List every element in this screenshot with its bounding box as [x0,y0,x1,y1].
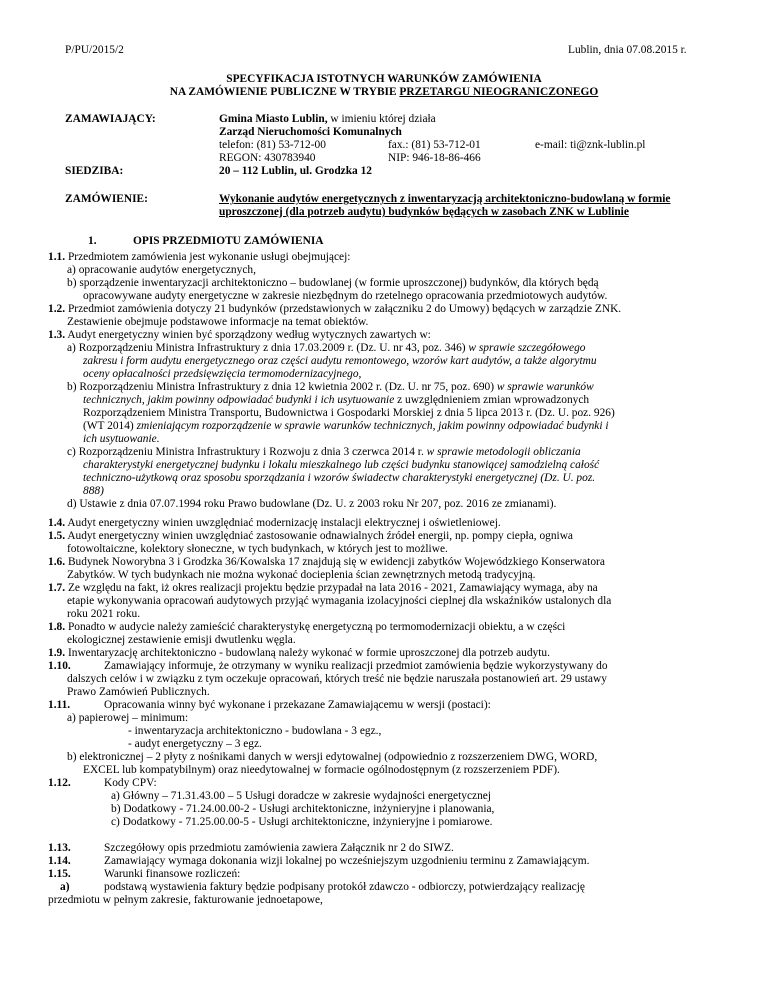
paragraph-cont: Zestawienie obejmuje podstawowe informacje na temat obiektów. [67,316,369,328]
paragraph-1-1: 1.1. Przedmiotem zamówienia jest wykonanie usługi obejmującej: [48,251,351,263]
paragraph-1-11: Opracowania winny być wykonane i przekazane Zamawiającemu w wersji (postaci): [104,699,491,711]
list-item-cont: technicznych, jakim powinny odpowiadać budynki i ich usytuowanie z uwzględnieniem zmian wprowadzonych [83,394,590,406]
list-item-cont: zakresu i form audytu energetycznego oraz części audytu remontowego, wzorów kart audytów, a także algorytmu [83,355,597,367]
paragraph-1-4: 1.4. Audyt energetyczny winien uwzględniać modernizację instalacji elektrycznej i oświetleniowej. [48,517,501,529]
list-item: podstawą wystawienia faktury będzie podpisany protokół zdawczo - odbiorczy, potwierdzający realizację [104,881,585,893]
order-label: ZAMÓWIENIE: [65,193,148,205]
list-item-cont: przedmiotu w pełnym zakresie, fakturowanie jednoetapowe, [48,894,323,906]
cpv-item: c) Dodatkowy - 71.25.00.00-5 - Usługi architektoniczne, inżynieryjne i pomiarowe. [111,816,493,828]
list-item: a) Rozporządzeniu Ministra Infrastruktury z dnia 17.03.2009 r. (Dz. U. nr 43, poz. 346) w sprawie szczegółowego [67,342,586,354]
email: e-mail: ti@znk-lublin.pl [535,139,646,151]
list-item-cont: opracowywane audyty energetyczne w zakresie niezbędnym do rzetelnego opracowania przedmiotowych audytów. [83,290,608,302]
order-title-line2: uproszczonej (dla potrzeb audytu) budynków będących w zasobach ZNK w Lublinie [219,206,629,218]
paragraph-cont: fotowoltaiczne, kolektory słoneczne, w tych budynkach, w których jest to możliwe. [67,543,448,555]
fax: fax.: (81) 53-712-01 [388,139,481,151]
paragraph-1-2: 1.2. Przedmiot zamówienia dotyczy 21 budynków (przedstawionych w załączniku 2 do Umowy) będących w zarządzie ZNK. [48,303,622,315]
ordering-party-unit: Zarząd Nieruchomości Komunalnych [219,126,402,138]
seat-label: SIEDZIBA: [65,165,124,177]
paragraph-1-12: Kody CPV: [104,777,157,789]
paragraph-number: 1.13. [48,842,71,854]
list-item-cont: ich usytuowanie. [83,433,160,445]
cpv-item: b) Dodatkowy - 71.24.00.00-2 - Usługi architektoniczne, inżynieryjne i planowania, [111,803,495,815]
list-item-cont: 888) [83,485,104,497]
paragraph-cont: ekologicznej zestawienie emisji dwutlenku węgla. [67,634,296,646]
list-label: a) [60,881,70,893]
paragraph-1-15: Warunki finansowe rozliczeń: [104,868,241,880]
list-item: d) Ustawie z dnia 07.07.1994 roku Prawo budowlane (Dz. U. z 2003 roku Nr 207, poz. 2016 ze zmianami). [67,498,557,510]
paragraph-1-10: Zamawiający informuje, że otrzymany w wyniku realizacji przedmiot zamówienia będzie wykorzystywany do [104,660,608,672]
list-item: c) Rozporządzeniu Ministra Infrastruktury i Rozwoju z dnia 3 czerwca 2014 r. w sprawie metodologii obliczania [67,446,581,458]
paragraph-1-14: Zamawiający wymaga dokonania wizji lokalnej po wcześniejszym uzgodnieniu terminu z Zamawiającym. [104,855,590,867]
list-item: b) sporządzenie inwentaryzacji architektoniczno – budowlanej (w formie uproszczonej) budynków, dla których będą [67,277,599,289]
paragraph-number: 1.14. [48,855,71,867]
ordering-party-name: Gmina Miasto Lublin, w imieniu której działa [219,113,436,125]
cpv-item: a) Główny – 71.31.43.00 – 5 Usługi doradcze w zakresie wydajności energetycznej [111,790,491,802]
paragraph-cont: roku 2021 roku. [67,608,141,620]
paragraph-number: 1.15. [48,868,71,880]
paragraph-cont: dalszych celów i w związku z tym oczekuje opracowań, których treść nie będzie naruszała postanowień art. 29 ustawy [67,673,607,685]
list-item: a) opracowanie audytów energetycznych, [67,264,256,276]
list-item-cont: oceny opłacalności przedsięwzięcia termomodernizacyjnego, [83,368,362,380]
paragraph-1-6: 1.6. Budynek Noworybna 3 i Grodzka 36/Kowalska 17 znajdują się w ewidencji zabytków Wojewódzkiego Konserwatora [48,556,605,568]
paragraph-1-8: 1.8. Ponadto w audycie należy zamieścić charakterystykę energetyczną po termomodernizacji obiektu, a w części [48,621,566,633]
list-item-cont: charakterystyki energetycznej budynku i lokalu mieszkalnego lub części budynku stanowiącej samodzielną całość [83,459,600,471]
nip: NIP: 946-18-86-466 [388,152,481,164]
document-subtitle: NA ZAMÓWIENIE PUBLICZNE W TRYBIE PRZETARGU NIEOGRANICZONEGO [169,86,599,98]
paragraph-1-13: Szczegółowy opis przedmiotu zamówienia zawiera Załącznik nr 2 do SIWZ. [104,842,454,854]
paragraph-cont: etapie wykonywania opracowań audytowych przyjąć wymagania izolacyjności cieplnej dla wskaźników ustalonych dla [67,595,612,607]
paragraph-cont: Zabytków. W tych budynkach nie można wykonać docieplenia ścian zewnętrznych metodą tradycyjną. [67,569,536,581]
list-item-cont: (WT 2014) zmieniającym rozporządzenie w sprawie warunków technicznych, jakim powinny odpowiadać budynki i [83,420,609,432]
paragraph-number: 1.11. [48,699,71,711]
order-title-line1: Wykonanie audytów energetycznych z inwentaryzacją architektoniczno-budowlaną w formie [219,193,671,205]
paragraph-1-7: 1.7. Ze względu na fakt, iż okres realizacji projektu będzie przypadał na lata 2016 - 2021, Zamawiający wymaga, aby na [48,582,598,594]
list-item-cont: Rozporządzeniem Ministra Transportu, Budownictwa i Gospodarki Morskiej z dnia 5 lipca 2013 r. (Dz. U. poz. 926) [83,407,615,419]
paragraph-1-9: 1.9. Inwentaryzację architektoniczno - budowlaną należy wykonać w formie uproszczonej dla potrzeb audytu. [48,647,550,659]
document-reference: P/PU/2015/2 [65,44,124,56]
document-title: SPECYFIKACJA ISTOTNYCH WARUNKÓW ZAMÓWIENIA [226,73,542,85]
list-item: a) papierowej – minimum: [67,712,189,724]
paragraph-number: 1.10. [48,660,71,672]
paragraph-number: 1.12. [48,777,71,789]
paragraph-1-3: 1.3. Audyt energetyczny winien być sporządzony według wytycznych zawartych w: [48,329,431,341]
seat-address: 20 – 112 Lublin, ul. Grodzka 12 [219,165,372,177]
list-item: b) elektronicznej – 2 płyty z nośnikami danych w wersji edytowalnej (odpowiednio z rozszerzeniem DWG, WORD, [67,751,598,763]
list-item-cont: techniczno-użytkową oraz sposobu sporządzania i wzorów świadectw charakterystyki energetycznej (Dz. U. poz. [83,472,596,484]
paragraph-cont: Prawo Zamówień Publicznych. [67,686,210,698]
phone: telefon: (81) 53-712-00 [219,139,326,151]
ordering-party-label: ZAMAWIAJĄCY: [65,113,156,125]
list-item: b) Rozporządzeniu Ministra Infrastruktury z dnia 12 kwietnia 2002 r. (Dz. U. nr 75, poz. 690) w sprawie warunków [67,381,594,393]
section-number: 1. [88,235,97,247]
list-item-cont: EXCEL lub kompatybilnym) oraz nieedytowalnej w formacie ogólnodostępnym (z rozszerzeniem PDF). [83,764,560,776]
list-subitem: - inwentaryzacja architektoniczno - budowlana - 3 egz., [128,725,382,737]
paragraph-1-5: 1.5. Audyt energetyczny winien uwzględniać zastosowanie odnawialnych źródeł energii, np. pompy ciepła, ogniwa [48,530,573,542]
regon: REGON: 430783940 [219,152,316,164]
place-and-date: Lublin, dnia 07.08.2015 r. [568,44,687,56]
list-subitem: - audyt energetyczny – 3 egz. [128,738,262,750]
section-title: OPIS PRZEDMIOTU ZAMÓWIENIA [133,235,324,247]
